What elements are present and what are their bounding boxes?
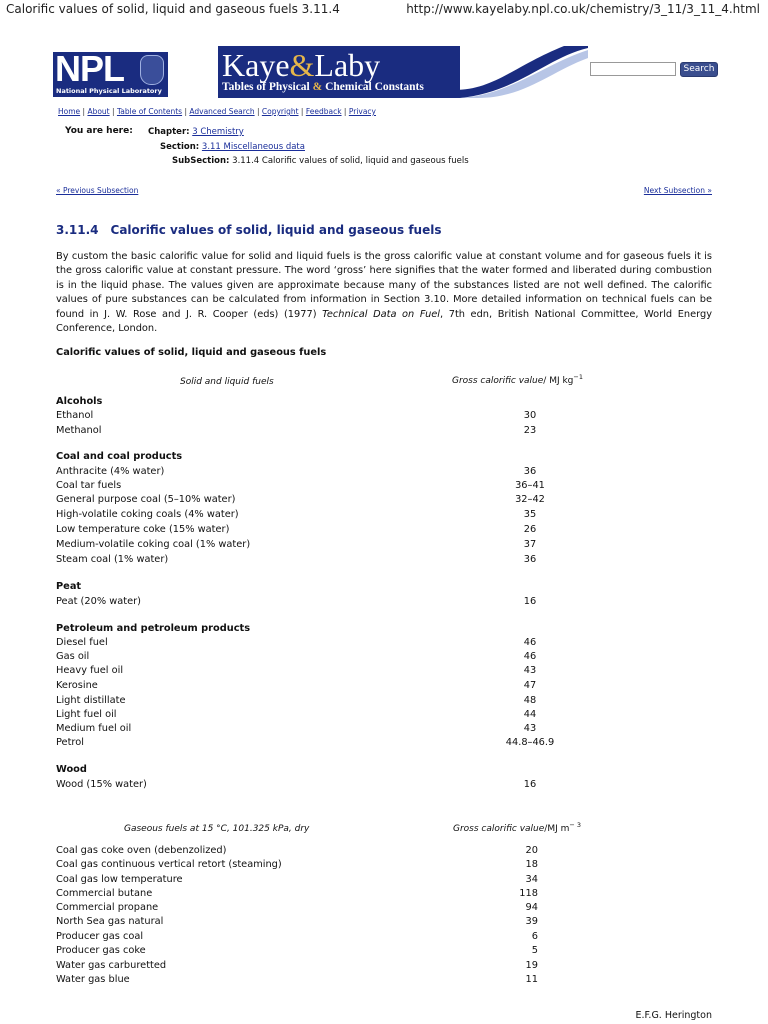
intro-paragraph: By custom the basic calorific value for solid and liquid fuels is the gross calorific value at constant volume and for gaseous fuels it is the gross calorific value at constant pressure. The word ‘gross’ here signifies that the water formed and liberated during combustion is in the liquid phase. The values given are approximate because many of the substances listed are not well defined. The calorific values of pure substances can be calculated from information in Section 3.10. More detailed information on technical fuels can be found in J. W. Rose and J. R. Cooper (eds) (1977) Technical Data on Fuel, 7th edn, British National Committee, World Energy Conference, London. [56, 251, 712, 335]
you-are-here-label: You are here: [65, 126, 133, 136]
gas-col-fuel-header: Gaseous fuels at 15 °C, 101.325 kPa, dry [124, 824, 310, 834]
table-cell-value: 18 [525, 859, 538, 870]
table-row: Commercial butane [56, 888, 153, 899]
table-cell-value: 32–42 [515, 494, 545, 505]
table-row: High-volatile coking coals (4% water) [56, 509, 239, 520]
table-cell-value: 44.8–46.9 [505, 737, 555, 748]
table-cell-value: 43 [523, 723, 537, 734]
table-row: Coal gas low temperature [56, 874, 183, 885]
table-cell-value: 20 [525, 845, 538, 856]
breadcrumb-chapter: Chapter: 3 Chemistry [148, 127, 244, 137]
table-row: Water gas blue [56, 974, 130, 985]
group-alcohols: Alcohols [56, 396, 103, 407]
table-cell-value: 23 [523, 425, 537, 436]
table-cell-value: 11 [525, 974, 538, 985]
nav-about-link[interactable]: About [87, 107, 110, 116]
solid-col-value-header: Gross calorific value/ MJ $kg^{-1}$ [452, 373, 583, 386]
table-row: Producer gas coal [56, 931, 144, 942]
table-row: Medium fuel oil [56, 723, 132, 734]
search-input[interactable] [590, 62, 676, 76]
table-cell-value: 47 [523, 680, 537, 691]
search-button[interactable]: Search [680, 62, 718, 77]
table-cell-value: 48 [523, 695, 537, 706]
table-row: Coal gas coke oven (debenzolized) [56, 845, 227, 856]
table-row: Wood (15% water) [56, 779, 147, 790]
page-url: http://www.kayelaby.npl.co.uk/chemistry/3_11/3_11_4.html [406, 2, 760, 16]
table-cell-value: 36–41 [515, 480, 545, 491]
nav-feedback-link[interactable]: Feedback [305, 107, 342, 116]
table-cell-value: 34 [525, 874, 538, 885]
table-row: Steam coal (1% water) [56, 554, 169, 565]
nav-advanced-search-link[interactable]: Advanced Search [189, 107, 255, 116]
gas-col-value-header: Gross calorific value/MJ $m^{- 3}$ [453, 821, 582, 834]
table-row: Ethanol [56, 410, 94, 421]
table-cell-value: 46 [523, 651, 537, 662]
kaye-laby-banner[interactable] [218, 46, 588, 98]
table-cell-value: 43 [523, 665, 537, 676]
table-row: Anthracite (4% water) [56, 466, 165, 477]
nav-toc-link[interactable]: Table of Contents [116, 107, 183, 116]
table-cell-value: 46 [523, 637, 537, 648]
table-row: Medium-volatile coking coal (1% water) [56, 539, 251, 550]
page-title: 3.11.4 Calorific values of solid, liquid and gaseous fuels [56, 223, 442, 237]
npl-logo[interactable] [53, 48, 168, 97]
table-row: Gas oil [56, 651, 90, 662]
table-row: Petrol [56, 737, 84, 748]
solid-col-fuel-header: Solid and liquid fuels [180, 377, 274, 387]
table-cell-value: 5 [531, 945, 538, 956]
table-row: Kerosine [56, 680, 98, 691]
nav-copyright-link[interactable]: Copyright [261, 107, 299, 116]
table-cell-value: 19 [525, 960, 538, 971]
table-cell-value: 16 [523, 779, 537, 790]
table-row: Diesel fuel [56, 637, 108, 648]
previous-subsection-link[interactable]: « Previous Subsection [56, 186, 139, 195]
table-cell-value: 26 [523, 524, 537, 535]
table-row: Light fuel oil [56, 709, 117, 720]
npl-crest-icon [140, 55, 164, 85]
table-cell-value: 39 [525, 916, 538, 927]
chapter-link[interactable]: 3 Chemistry [192, 127, 244, 137]
npl-logo-text: NPL [55, 48, 124, 89]
table-row: Light distillate [56, 695, 126, 706]
top-nav: Home | About | Table of Contents | Advanced Search | Copyright | Feedback | Privacy [58, 107, 376, 116]
group-peat: Peat [56, 581, 82, 592]
kaye-laby-subtitle: Tables of Physical & Chemical Constants [222, 81, 424, 93]
table-row: Coal gas continuous vertical retort (steaming) [56, 859, 282, 870]
nav-privacy-link[interactable]: Privacy [348, 107, 376, 116]
table-row: Coal tar fuels [56, 480, 122, 491]
table-row: Commercial propane [56, 902, 159, 913]
kaye-laby-title: Kaye&Laby [222, 47, 381, 83]
table-cell-value: 44 [523, 709, 537, 720]
group-petroleum: Petroleum and petroleum products [56, 623, 251, 634]
npl-logo-subtitle: National Physical Laboratory [56, 87, 162, 95]
table-row: Methanol [56, 425, 102, 436]
table-cell-value: 37 [523, 539, 537, 550]
table-row: Producer gas coke [56, 945, 146, 956]
breadcrumb-subsection: SubSection: 3.11.4 Calorific values of solid, liquid and gaseous fuels [172, 156, 469, 166]
table-row: North Sea gas natural [56, 916, 164, 927]
window-title: Calorific values of solid, liquid and gaseous fuels 3.11.4 [6, 2, 340, 16]
section-link[interactable]: 3.11 Miscellaneous data [201, 142, 305, 152]
table-cell-value: 6 [531, 931, 538, 942]
next-subsection-link[interactable]: Next Subsection » [643, 186, 712, 195]
author-signature: E.F.G. Herington [635, 1010, 712, 1021]
table-row: Peat (20% water) [56, 596, 141, 607]
breadcrumb-section: Section: 3.11 Miscellaneous data [160, 142, 305, 152]
table-row: Heavy fuel oil [56, 665, 124, 676]
table-caption: Calorific values of solid, liquid and gaseous fuels [56, 347, 327, 358]
table-cell-value: 36 [523, 554, 537, 565]
group-coal: Coal and coal products [56, 451, 183, 462]
table-row: Low temperature coke (15% water) [56, 524, 230, 535]
table-row: General purpose coal (5–10% water) [56, 494, 236, 505]
group-wood: Wood [56, 764, 87, 775]
banner-swoosh-icon [454, 46, 588, 98]
table-cell-value: 35 [523, 509, 537, 520]
table-row: Water gas carburetted [56, 960, 167, 971]
table-cell-value: 36 [523, 466, 537, 477]
table-cell-value: 94 [525, 902, 538, 913]
table-cell-value: 16 [523, 596, 537, 607]
nav-home-link[interactable]: Home [58, 107, 81, 116]
table-cell-value: 30 [523, 410, 537, 421]
table-cell-value: 118 [519, 888, 538, 899]
